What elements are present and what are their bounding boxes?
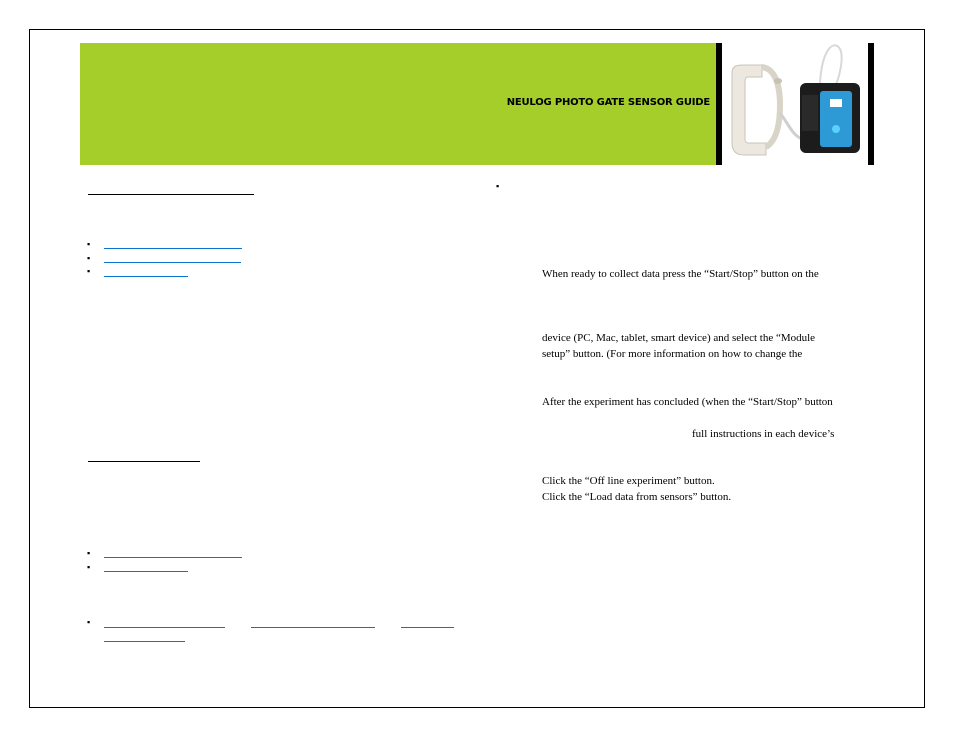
bullet-3: ▪ [87,266,91,276]
body-line-4: After the experiment has concluded (when the “Start/Stop” button [542,396,833,408]
photo-divider [868,43,874,165]
link-5[interactable] [104,571,188,572]
guide-title: NEULOG PHOTO GATE SENSOR GUIDE [506,97,710,108]
link-7[interactable] [251,627,375,628]
product-photo [722,43,868,165]
header-banner [80,43,716,165]
body-line-6: Click the “Off line experiment” button. [542,475,715,487]
section-heading-rule-1 [88,194,254,195]
bullet-2: ▪ [87,253,91,263]
bullet-1: ▪ [87,239,91,249]
bullet-4: ▪ [87,548,91,558]
bullet-5: ▪ [87,562,91,572]
link-6[interactable] [104,627,225,628]
link-1[interactable] [104,248,242,249]
section-heading-rule-2 [88,461,200,462]
link-8-continued[interactable] [104,641,185,642]
bullet-6: ▪ [87,617,91,627]
body-line-2: device (PC, Mac, tablet, smart device) and select the “Module [542,332,816,344]
body-line-1: When ready to collect data press the “Start/Stop” button on the [542,268,819,280]
body-line-7: Click the “Load data from sensors” button. [542,491,732,503]
bullet-right: ▪ [496,181,500,191]
link-3[interactable] [104,276,188,277]
link-8[interactable] [401,627,454,628]
photo-gate-sensor-image [722,43,868,165]
link-4[interactable] [104,557,242,558]
body-line-3: setup” button. (For more information on how to change the [542,348,803,360]
link-2[interactable] [104,262,241,263]
body-line-5: full instructions in each device’s [692,428,835,440]
